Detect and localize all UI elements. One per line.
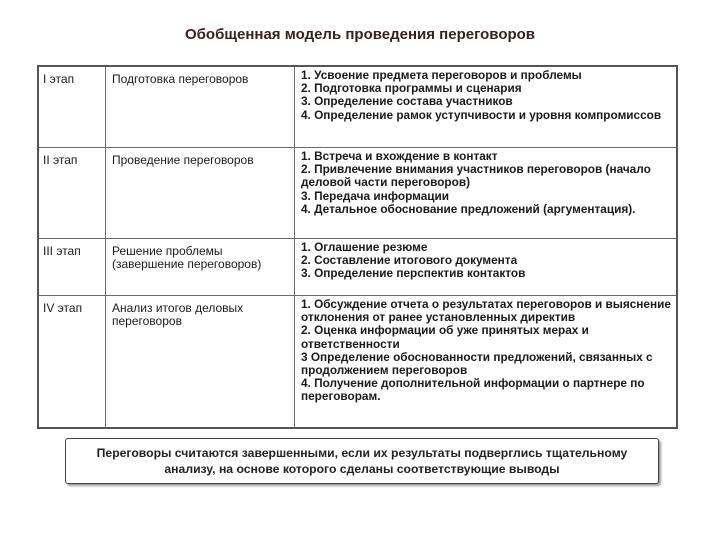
list-item: 3. Определение состава участников [301,94,513,109]
conclusion-text: Переговоры считаются завершенными, если их результаты подверглись тщательному анализу, на основе которого сделаны соответствующие выводы [96,446,628,476]
list-item: 3. Определение перспектив контактов [301,266,526,281]
list-item: 2. Составление итогового документа [301,253,518,268]
list-item: 2. Оценка информации об уже принятых мерах и ответственности [301,323,593,351]
stage-number: IV этап [43,301,83,315]
list-item: 4. Получение дополнительной информации о партнере по переговорам. [301,376,648,404]
table-row [38,296,677,429]
stage-items-cell [295,296,678,429]
table-row [38,66,677,148]
stage-name: Проведение переговоров [112,153,254,167]
stage-name-cell [106,148,295,239]
stage-items-cell [295,148,678,239]
stage-items-cell [295,66,678,148]
page-title: Обобщенная модель проведения переговоров [184,26,536,43]
conclusion-box [65,438,659,484]
stage-number: III этап [43,244,81,258]
list-item: 1. Обсуждение отчета о результатах переговоров и выяснение отклонения от ранее установленных директив [301,297,675,325]
list-item: 3. Передача информации [301,188,450,203]
list-item: 3 Определение обоснованности предложений, связанных с продолжением переговоров [301,349,656,378]
list-item: 1. Встреча и вхождение в контакт [301,149,498,163]
list-item: 2. Привлечение внимания участников переговоров (начало деловой части переговоров) [301,162,655,190]
stages-table [37,65,678,429]
stage-number-cell [38,296,106,429]
stage-number-cell [38,239,106,296]
stage-name-cell [106,66,295,148]
stage-items-cell [295,239,678,296]
stage-name: Подготовка переговоров [112,72,249,86]
stage-number: I этап [43,72,75,86]
stage-name-cell [106,239,295,296]
table-row [38,239,677,296]
stage-number: II этап [43,153,78,167]
list-item: 4. Определение рамок уступчивости и уровня компромиссов [301,107,662,122]
stage-number-cell [38,66,106,148]
stage-name: Решение проблемы (завершение переговоров) [112,244,262,272]
stage-name: Анализ итогов деловых переговоров [112,301,244,329]
list-item: 1. Усвоение предмета переговоров и проблемы [301,68,582,82]
list-item: 1. Оглашение резюме [301,240,428,254]
stage-number-cell [38,148,106,239]
stage-name-cell [106,296,295,429]
list-item: 4. Детальное обоснование предложений (аргументация). [301,201,636,216]
table-row [38,148,677,239]
list-item: 2. Подготовка программы и сценария [301,81,522,96]
